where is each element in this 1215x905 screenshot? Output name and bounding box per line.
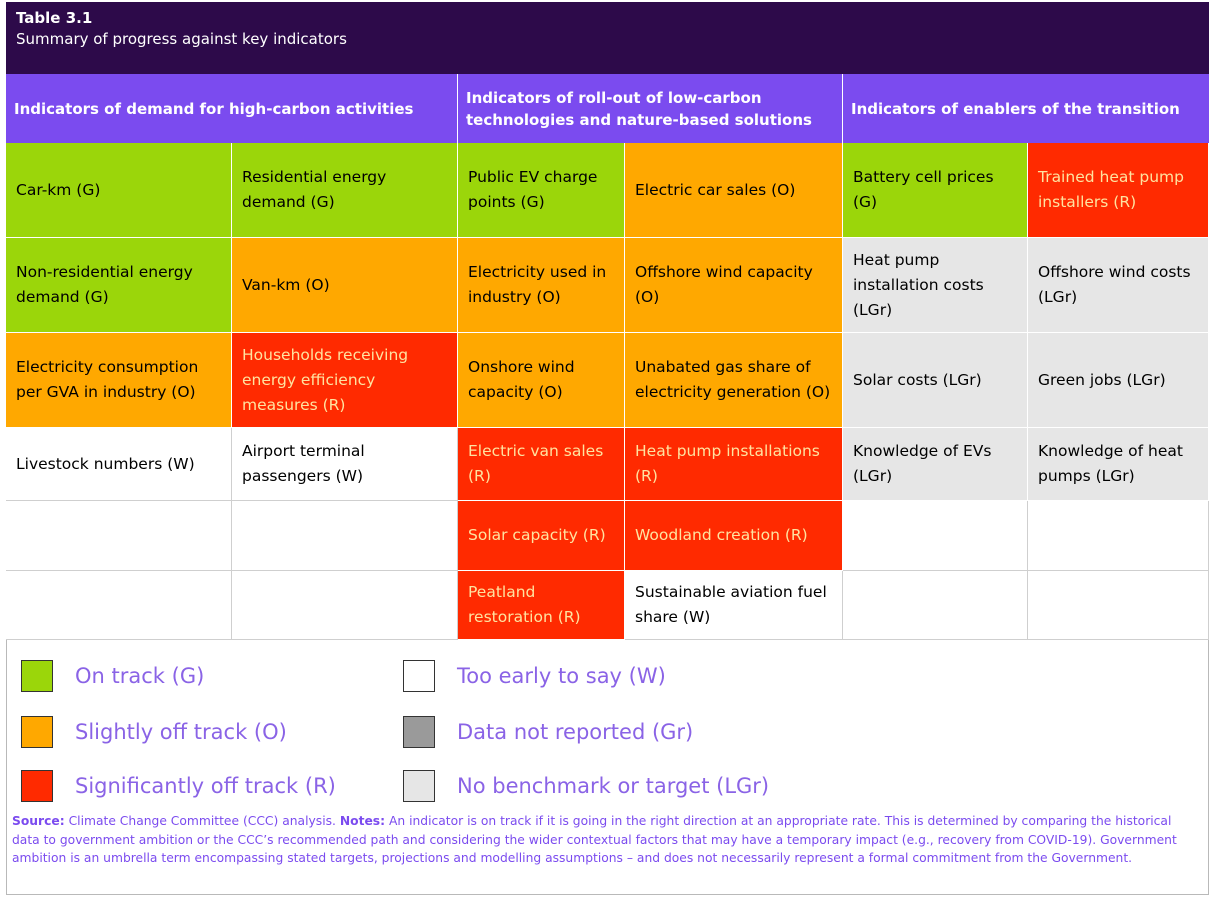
legend-label: Too early to say (W) <box>457 664 666 688</box>
header-rollout: Indicators of roll-out of low-carbon technologies and nature-based solutions <box>466 88 812 129</box>
indicator-cell: Peatland restoration (R) <box>458 571 625 640</box>
indicator-cell: Electric car sales (O) <box>625 143 843 238</box>
footnote <box>12 812 1192 868</box>
legend-swatch <box>21 716 53 748</box>
legend-label: Slightly off track (O) <box>75 720 287 744</box>
source-label: Source: <box>12 814 65 828</box>
indicator-cell: Heat pump installation costs (LGr) <box>843 238 1028 333</box>
table-title-bar <box>6 2 1209 74</box>
legend-label: Significantly off track (R) <box>75 774 336 798</box>
legend-item <box>21 660 204 692</box>
legend-item <box>403 770 769 802</box>
indicator-cell <box>232 501 458 571</box>
indicator-cell: Residential energy demand (G) <box>232 143 458 238</box>
indicator-cell: Heat pump installations (R) <box>625 428 843 501</box>
indicator-cell: Knowledge of EVs (LGr) <box>843 428 1028 501</box>
indicator-cell: Green jobs (LGr) <box>1028 333 1209 428</box>
legend-item <box>21 770 336 802</box>
indicator-grid <box>6 143 1209 640</box>
legend-swatch <box>403 770 435 802</box>
indicator-cell: Electricity used in industry (O) <box>458 238 625 333</box>
indicator-cell: Public EV charge points (G) <box>458 143 625 238</box>
legend-label: Data not reported (Gr) <box>457 720 694 744</box>
indicator-cell: Car-km (G) <box>6 143 232 238</box>
indicator-cell <box>843 501 1028 571</box>
indicator-cell: Battery cell prices (G) <box>843 143 1028 238</box>
indicator-cell: Onshore wind capacity (O) <box>458 333 625 428</box>
indicator-cell: Solar costs (LGr) <box>843 333 1028 428</box>
indicator-cell: Households receiving energy efficiency measures (R) <box>232 333 458 428</box>
legend-label: On track (G) <box>75 664 205 688</box>
indicator-cell: Unabated gas share of electricity generation (O) <box>625 333 843 428</box>
indicator-cell: Non-residential energy demand (G) <box>6 238 232 333</box>
legend-swatch <box>21 770 53 802</box>
indicator-cell <box>1028 501 1209 571</box>
notes-text: An indicator is on track if it is going in the right direction at an appropriate rate. This is determined by comparing the historical data to government ambition or the CCC’s recommended path and considering the wider contextual factors that may have a temporary impact (e.g., recovery from COVID-19). Government ambition is an umbrella term encompassing stated targets, projections and modelling assumptions – and does not necessarily represent a formal commitment from the Government. <box>12 814 1177 865</box>
indicator-cell <box>6 501 232 571</box>
header-enablers: Indicators of enablers of the transition <box>851 99 1180 118</box>
legend-swatch <box>403 716 435 748</box>
indicator-cell: Electricity consumption per GVA in industry (O) <box>6 333 232 428</box>
indicator-cell: Airport terminal passengers (W) <box>232 428 458 501</box>
source-text: Climate Change Committee (CCC) analysis. <box>64 814 340 828</box>
notes-label: Notes: <box>339 814 386 828</box>
table-subtitle: Summary of progress against key indicators <box>16 30 347 48</box>
table-number: Table 3.1 <box>16 9 93 27</box>
legend-swatch <box>21 660 53 692</box>
indicator-cell: Livestock numbers (W) <box>6 428 232 501</box>
legend-item <box>21 716 287 748</box>
column-group-header-row <box>6 74 1209 143</box>
indicator-cell: Trained heat pump installers (R) <box>1028 143 1209 238</box>
indicator-cell: Van-km (O) <box>232 238 458 333</box>
indicator-cell: Solar capacity (R) <box>458 501 625 571</box>
indicator-cell <box>843 571 1028 640</box>
indicator-cell: Electric van sales (R) <box>458 428 625 501</box>
legend-item <box>403 660 666 692</box>
indicator-cell: Knowledge of heat pumps (LGr) <box>1028 428 1209 501</box>
indicator-cell: Offshore wind capacity (O) <box>625 238 843 333</box>
indicator-cell: Sustainable aviation fuel share (W) <box>625 571 843 640</box>
legend-swatch <box>403 660 435 692</box>
legend-label: No benchmark or target (LGr) <box>457 774 770 798</box>
indicator-cell: Woodland creation (R) <box>625 501 843 571</box>
header-demand: Indicators of demand for high-carbon activities <box>14 99 414 118</box>
indicator-cell <box>232 571 458 640</box>
indicator-cell: Offshore wind costs (LGr) <box>1028 238 1209 333</box>
indicator-cell <box>6 571 232 640</box>
indicator-cell <box>1028 571 1209 640</box>
legend-item <box>403 716 693 748</box>
